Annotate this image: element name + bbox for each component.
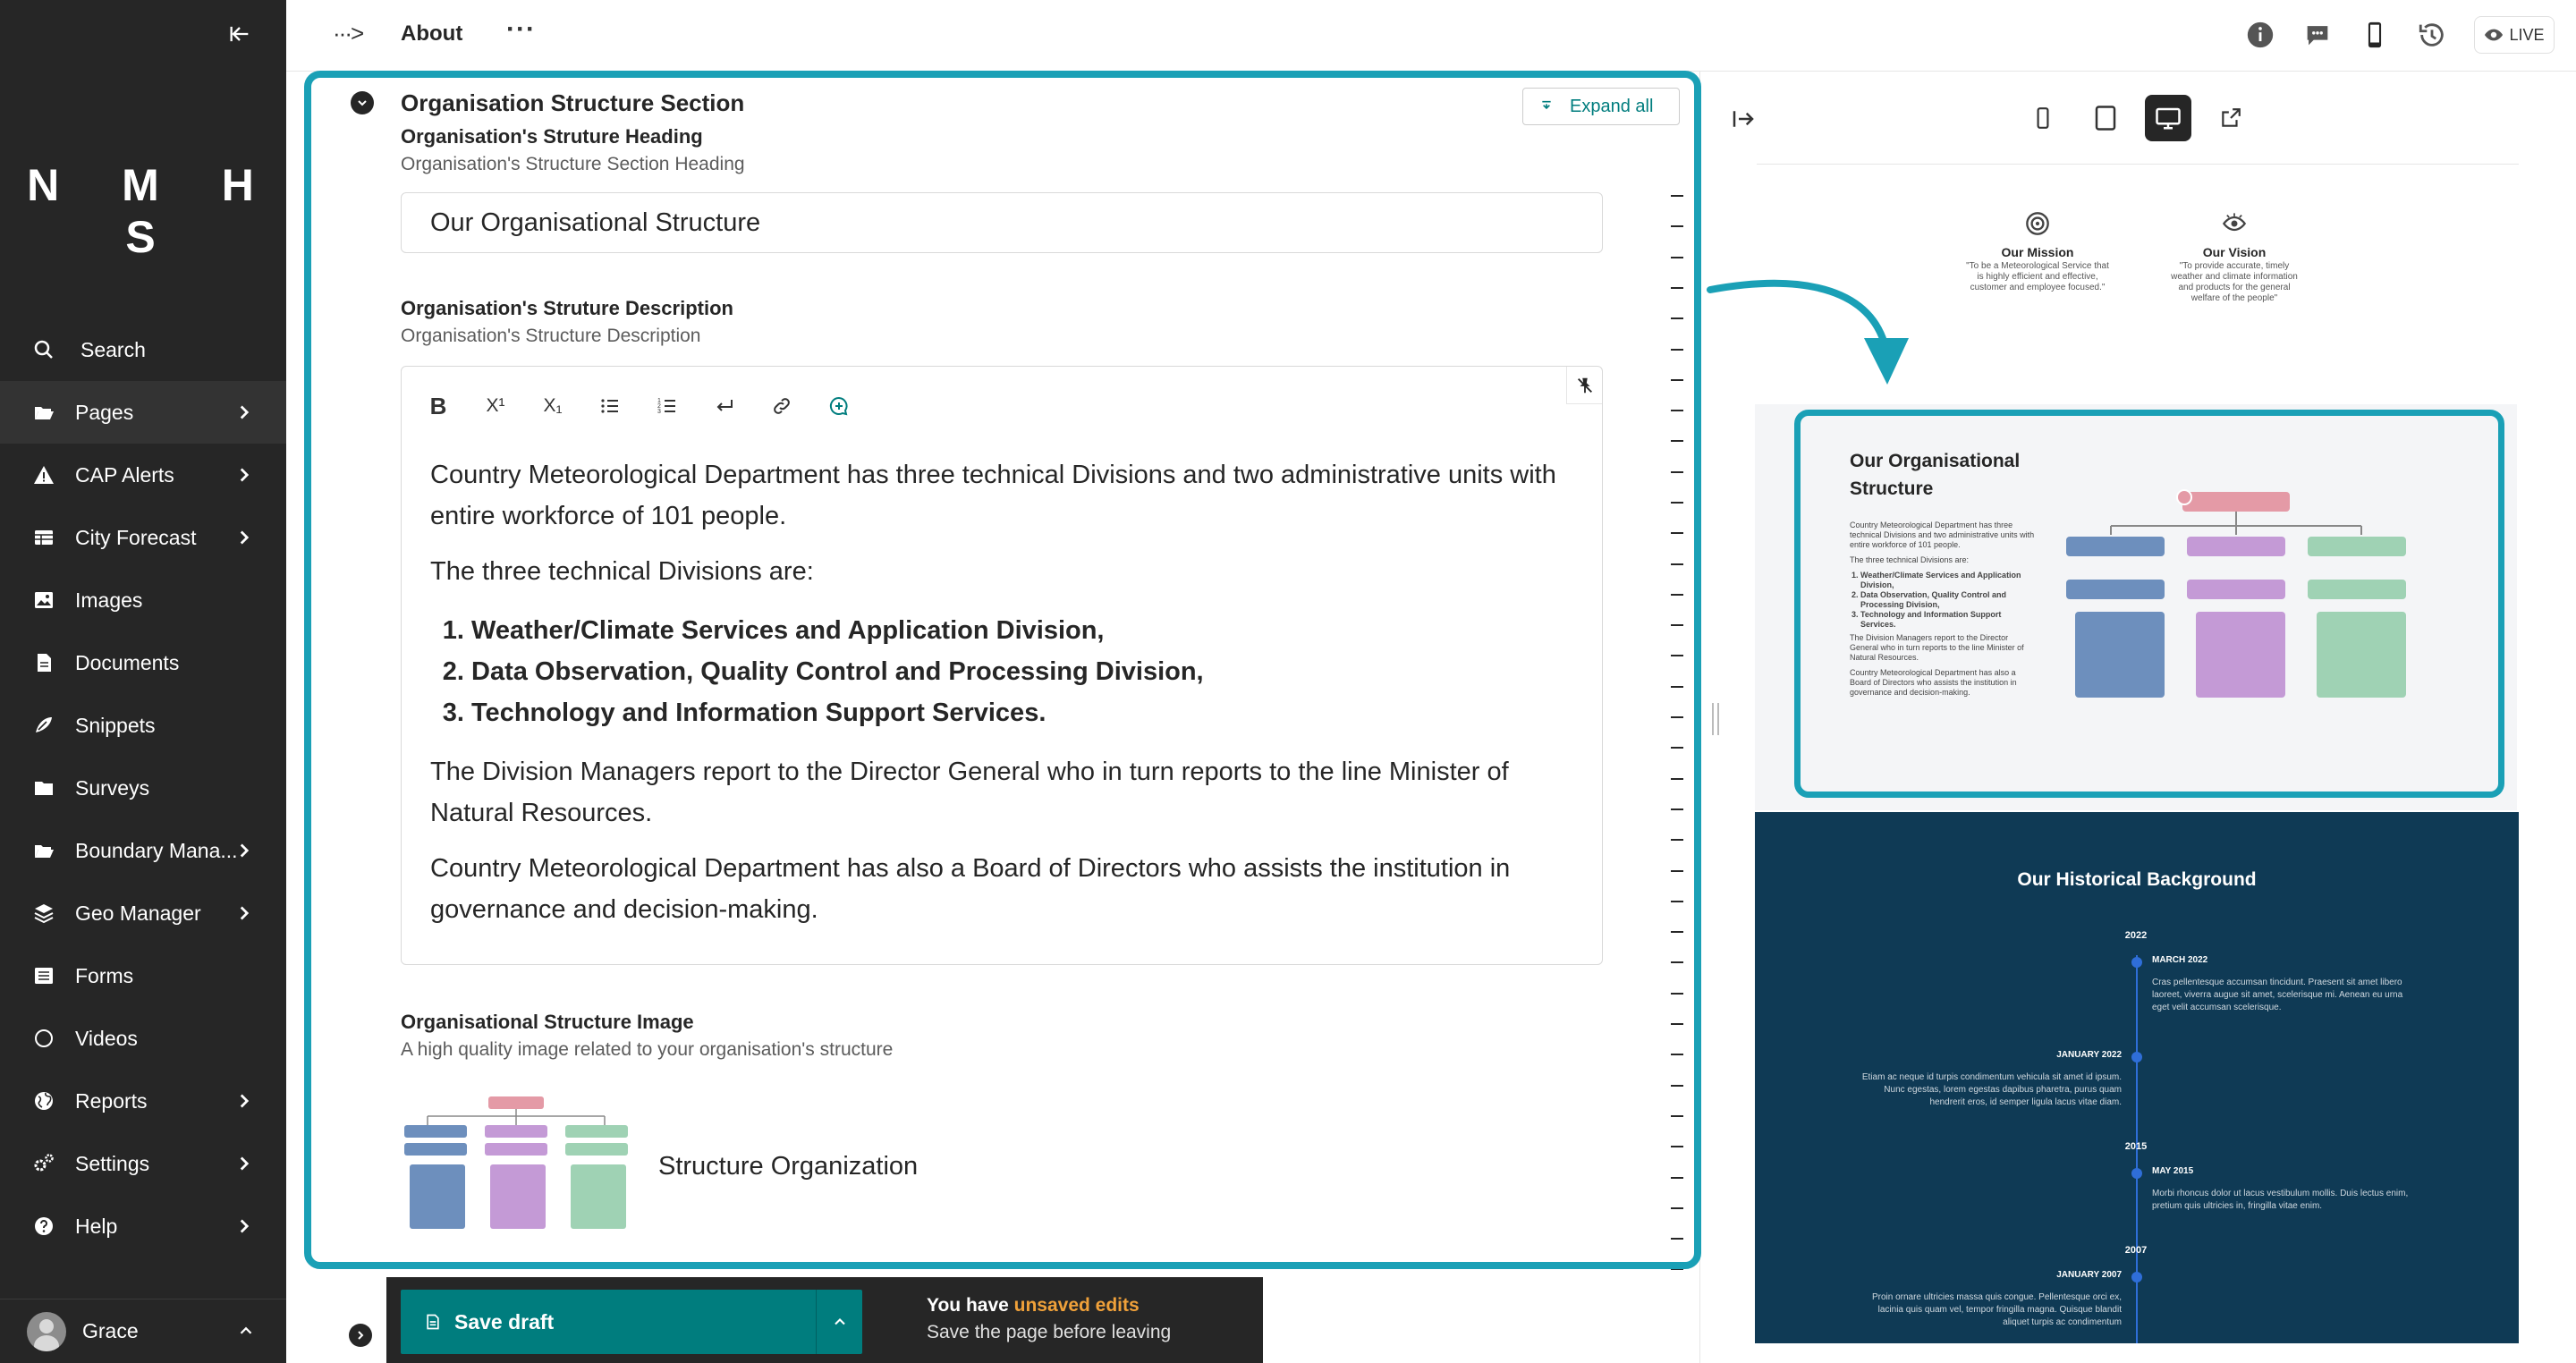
unsaved-message [927, 1295, 1140, 1316]
timeline-text: Cras pellentesque accumsan tincidunt. Praesent sit amet libero laoreet, viverra augue sit amet, scelerisque mi. Aenean eu urna eget velit accumsan scelerisque. [2152, 978, 2403, 1012]
history-icon[interactable] [2417, 20, 2447, 50]
history-title: Our Historical Background [2017, 869, 2257, 890]
sidebar-item-videos[interactable] [0, 1007, 286, 1070]
save-bar [386, 1277, 1263, 1363]
chevron-right-icon [233, 463, 256, 487]
sidebar-item-label: Videos [75, 1026, 138, 1050]
scroll-ruler-tick [1671, 563, 1683, 565]
superscript-button[interactable] [479, 389, 513, 423]
scroll-ruler-tick [1671, 870, 1683, 872]
pin-toolbar-button[interactable] [1566, 367, 1602, 404]
chevron-right-icon [233, 1152, 256, 1175]
image-icon [30, 587, 57, 614]
divisions-list [430, 610, 1584, 733]
scroll-ruler-tick [1671, 1238, 1683, 1240]
bold-button[interactable] [421, 389, 455, 423]
collapse-section-button[interactable] [351, 91, 374, 114]
timeline-date: JANUARY 2007 [2056, 1270, 2122, 1280]
scroll-ruler-tick [1671, 440, 1683, 442]
scroll-ruler-tick [1671, 379, 1683, 381]
svg-text:1: 1 [657, 398, 661, 404]
sidebar-item-label: CAP Alerts [75, 462, 174, 487]
sidebar-item-label: Surveys [75, 775, 150, 800]
scroll-ruler-tick [1671, 1023, 1683, 1025]
scroll-ruler-tick [1671, 1177, 1683, 1179]
timeline-year: 2022 [2124, 930, 2148, 941]
link-button[interactable] [765, 389, 799, 423]
breadcrumb-expand-icon[interactable]: ···> [333, 20, 363, 47]
sidebar-item-help[interactable] [0, 1195, 286, 1257]
scroll-ruler-tick [1671, 655, 1683, 656]
scroll-ruler-tick [1671, 1115, 1683, 1117]
tablet-device-button[interactable] [2082, 95, 2129, 141]
line-break-icon [714, 395, 735, 417]
mobile-device-button[interactable] [2020, 95, 2066, 141]
sidebar-item-boundary-mana[interactable] [0, 819, 286, 882]
scroll-ruler-tick [1671, 317, 1683, 319]
sidebar-item-label: Search [80, 337, 146, 361]
timeline-text: Morbi rhoncus dolor ut lacus vestibulum mollis. Duis lectus enim, pretium quis ultricies in, fringilla vitae enim. [2152, 1189, 2409, 1211]
curved-arrow-icon [1699, 268, 1914, 394]
scroll-ruler-tick [1671, 1207, 1683, 1209]
description-paragraph: Country Meteorological Department has three technical Divisions and two administrative units with entire workforce of 101 people. [430, 461, 1556, 530]
folder-open-icon [30, 837, 57, 864]
bullet-list-button[interactable] [593, 389, 627, 423]
external-link-icon [2219, 106, 2242, 130]
document-icon [30, 649, 57, 676]
scroll-ruler-tick [1671, 624, 1683, 626]
scroll-ruler-tick [1671, 1268, 1683, 1270]
vision-text: "To provide accurate, timely weather and climate information and products for the general welfare of the people" [2171, 261, 2298, 303]
structure-image-title: Structure Organization [658, 1152, 919, 1181]
description-paragraph: Country Meteorological Department has also a Board of Directors who assists the institution in governance and decision-making. [430, 854, 1511, 924]
folder-open-icon [30, 399, 57, 426]
description-field-label: Organisation's Struture Description [401, 297, 733, 319]
timeline-dot [2131, 1168, 2142, 1179]
list-icon [30, 962, 57, 989]
org-paragraph: The three technical Divisions are: [1850, 555, 1970, 564]
sidebar [0, 0, 286, 1363]
heading-field-help: Organisation's Structure Section Heading [401, 154, 745, 174]
org-paragraph: Country Meteorological Department has three technical Divisions and two administrative units with entire workforce of 101 people. [1850, 521, 2035, 549]
division-item: 2. Data Observation, Quality Control and Processing Division, [471, 651, 1584, 692]
bullet-list-icon [599, 395, 621, 417]
live-label: LIVE [2509, 25, 2545, 44]
sidebar-item-geo-manager[interactable] [0, 882, 286, 944]
org-chart-image [2057, 487, 2415, 707]
heading-input[interactable]: Our Organisational Structure [401, 192, 1603, 253]
org-list-item: 3. Technology and Information Support Services. [1860, 610, 2036, 630]
tablet-icon [2092, 105, 2119, 131]
scroll-ruler-tick [1671, 901, 1683, 902]
scroll-ruler-tick [1671, 471, 1683, 473]
org-heading: Our Organisational Structure [1850, 451, 2021, 499]
warning-icon [30, 461, 57, 488]
image-field-help: A high quality image related to your organisation's structure [401, 1039, 894, 1060]
target-icon [2025, 211, 2050, 236]
division-item: 3. Technology and Information Support Services. [471, 692, 1584, 733]
timeline-text: Etiam ac neque id turpis condimentum vehicula sit amet id ipsum. Nunc egestas, lorem egestas dapibus pharetra, purus quam hendrerit eros, id semper ligula lacus vitae diam. [1861, 1072, 2122, 1107]
chevron-up-icon [236, 1321, 256, 1341]
add-comment-icon [828, 395, 850, 417]
sidebar-menu [0, 318, 286, 1257]
line-break-button[interactable] [708, 389, 741, 423]
sidebar-item-forms[interactable] [0, 944, 286, 1007]
mission-title: Our Mission [2001, 245, 2074, 259]
timeline-date: MAY 2015 [2152, 1166, 2194, 1176]
section-title: Organisation Structure Section [401, 89, 745, 116]
pin-icon [1575, 376, 1595, 395]
scroll-ruler-tick [1671, 808, 1683, 810]
vision-eye-icon [2222, 211, 2247, 236]
chevron-right-icon [233, 839, 256, 862]
open-in-new-tab-button[interactable] [2207, 95, 2254, 141]
org-paragraph: The Division Managers report to the Director General who in turn reports to the line Minister of Natural Resources. [1850, 633, 2024, 662]
description-field-help: Organisation's Structure Description [401, 326, 701, 346]
chevron-right-icon [233, 526, 256, 549]
timeline-date: JANUARY 2022 [2056, 1050, 2122, 1060]
svg-text:2: 2 [657, 403, 661, 410]
vision-title: Our Vision [2202, 245, 2267, 259]
close-preview-icon[interactable] [1730, 106, 1757, 132]
desktop-icon [2155, 105, 2182, 131]
timeline-year: 2007 [2124, 1245, 2148, 1256]
layers-icon [30, 900, 57, 927]
scroll-ruler-tick [1671, 993, 1683, 995]
chevron-right-icon [353, 1328, 368, 1342]
collapse-sidebar-icon[interactable] [224, 21, 256, 54]
scroll-ruler-tick [1671, 349, 1683, 351]
expand-all-button[interactable] [1522, 88, 1680, 125]
scroll-ruler-tick [1671, 225, 1683, 227]
mission-text: "To be a Meteorological Service that is highly efficient and effective, customer and employee focused." [1966, 261, 2109, 292]
unsaved-highlight: unsaved edits [1013, 1295, 1140, 1316]
user-name: Grace [82, 1319, 139, 1342]
logo[interactable]: N M H S [27, 160, 279, 262]
page-title: About [401, 21, 463, 46]
save-draft-label: Save draft [454, 1309, 555, 1333]
sidebar-item-label: Reports [75, 1088, 148, 1113]
chevron-right-icon [233, 401, 256, 424]
org-list-item: 2. Data Observation, Quality Control and Processing Division, [1860, 590, 2036, 610]
unsaved-subtext: Save the page before leaving [927, 1322, 1172, 1342]
search-icon [30, 336, 57, 363]
chevron-right-icon [233, 1215, 256, 1238]
scroll-ruler-tick [1671, 961, 1683, 963]
snippet-icon [30, 712, 57, 739]
mobile-icon [2031, 106, 2055, 130]
timeline-year: 2015 [2124, 1141, 2148, 1152]
sidebar-item-label: City Forecast [75, 525, 197, 549]
chevron-up-icon [831, 1313, 849, 1331]
description-paragraph: The three technical Divisions are: [430, 557, 814, 586]
sidebar-item-cap-alerts[interactable] [0, 444, 286, 506]
sidebar-item-documents[interactable] [0, 631, 286, 694]
timeline-date: MARCH 2022 [2152, 955, 2208, 965]
svg-text:3: 3 [657, 409, 661, 415]
scroll-ruler-tick [1671, 532, 1683, 534]
sidebar-item-reports[interactable] [0, 1070, 286, 1132]
rte-content[interactable] [430, 454, 1584, 944]
comment-button[interactable] [822, 389, 856, 423]
scroll-ruler-tick [1671, 257, 1683, 258]
info-icon[interactable] [2245, 20, 2275, 50]
more-actions-button[interactable]: ··· [506, 14, 536, 44]
chevron-right-icon [233, 902, 256, 925]
sidebar-item-surveys[interactable] [0, 757, 286, 819]
timeline-dot [2131, 1052, 2142, 1062]
circle-icon [30, 1025, 57, 1052]
superscript-icon: X¹ [486, 395, 505, 416]
scroll-ruler-tick [1671, 1085, 1683, 1087]
sidebar-item-label: Forms [75, 963, 134, 987]
image-field-label: Organisational Structure Image [401, 1011, 694, 1033]
avatar [27, 1312, 66, 1351]
vision-block [2163, 241, 2306, 304]
org-list [1850, 571, 2036, 630]
sidebar-item-label: Pages [75, 400, 134, 424]
expand-next-section-button[interactable] [349, 1324, 372, 1347]
mission-block [1966, 241, 2109, 293]
org-paragraph: Country Meteorological Department has also a Board of Directors who assists the institution in governance and decision-making. [1850, 668, 2017, 697]
sidebar-item-label: Geo Manager [75, 901, 201, 925]
sidebar-item-label: Help [75, 1214, 118, 1238]
comments-icon[interactable] [2302, 20, 2333, 50]
scroll-ruler-tick [1671, 931, 1683, 933]
chevron-right-icon [233, 1089, 256, 1113]
scroll-ruler-tick [1671, 287, 1683, 289]
scroll-ruler-tick [1671, 195, 1683, 197]
structure-image-thumbnail[interactable] [401, 1091, 631, 1234]
eye-icon [2484, 25, 2504, 45]
header [286, 0, 2576, 72]
subscript-button[interactable] [536, 389, 570, 423]
scroll-ruler-tick [1671, 839, 1683, 841]
timeline-text: Proin ornare ultricies massa quis congue. Pellentesque orci ex, lacinia quis quam vel, tempor fringilla magna. Quisque blandit aliquet turpis ac condimentum [1871, 1292, 2122, 1327]
more-save-actions-button[interactable] [816, 1290, 862, 1354]
sidebar-item-pages[interactable] [0, 381, 286, 444]
sidebar-item-label: Documents [75, 650, 180, 674]
bold-icon: B [429, 392, 447, 419]
heading-field-label: Organisation's Struture Heading [401, 125, 703, 148]
resize-handle[interactable] [1712, 703, 1719, 735]
sidebar-item-city-forecast[interactable] [0, 506, 286, 569]
scroll-ruler-tick [1671, 716, 1683, 718]
desktop-device-button[interactable] [2145, 95, 2191, 141]
scroll-ruler-tick [1671, 410, 1683, 411]
preview-divider [1757, 164, 2519, 165]
scroll-ruler-tick [1671, 686, 1683, 688]
sidebar-item-images[interactable] [0, 569, 286, 631]
history-section-preview [1755, 812, 2519, 1343]
description-rich-text-editor[interactable] [401, 366, 1603, 965]
live-status-button[interactable] [2474, 16, 2555, 54]
link-icon [771, 395, 792, 417]
account-menu[interactable] [0, 1299, 286, 1363]
sidebar-item-settings[interactable] [0, 1132, 286, 1195]
numbered-list-button[interactable] [650, 389, 684, 423]
org-list-item: 1. Weather/Climate Services and Application Division, [1860, 571, 2036, 590]
sidebar-item-label: Settings [75, 1151, 150, 1175]
unsaved-prefix: You have [927, 1295, 1014, 1316]
scroll-ruler-tick [1671, 778, 1683, 780]
sidebar-item-label: Boundary Mana... [75, 838, 238, 862]
division-item: 1. Weather/Climate Services and Application Division, [471, 610, 1584, 651]
folder-icon [30, 775, 57, 801]
sidebar-item-label: Images [75, 588, 143, 612]
timeline-dot [2131, 1272, 2142, 1283]
help-icon [30, 1213, 57, 1240]
table-icon [30, 524, 57, 551]
expand-all-label: Expand all [1570, 96, 1654, 116]
timeline-dot [2131, 957, 2142, 968]
chevron-down-icon [355, 96, 369, 110]
sidebar-item-search[interactable] [0, 318, 286, 381]
scroll-ruler-tick [1671, 594, 1683, 596]
scroll-ruler-tick [1671, 502, 1683, 504]
globe-icon [30, 1088, 57, 1114]
sidebar-item-snippets[interactable] [0, 694, 286, 757]
expand-icon [1539, 99, 1554, 114]
subscript-icon: X₁ [543, 395, 563, 416]
org-text [1850, 521, 2036, 703]
cogs-icon [30, 1150, 57, 1177]
scroll-ruler-tick [1671, 1146, 1683, 1147]
sidebar-item-label: Snippets [75, 713, 156, 737]
save-draft-button[interactable] [401, 1290, 862, 1354]
rte-toolbar [421, 383, 856, 429]
scroll-ruler-tick [1671, 747, 1683, 749]
mobile-preview-icon[interactable] [2360, 20, 2390, 50]
numbered-list-icon [657, 395, 678, 417]
scroll-ruler-tick [1671, 1054, 1683, 1055]
description-paragraph: The Division Managers report to the Director General who in turn reports to the line Minister of Natural Resources. [430, 758, 1509, 827]
document-icon [424, 1313, 442, 1331]
